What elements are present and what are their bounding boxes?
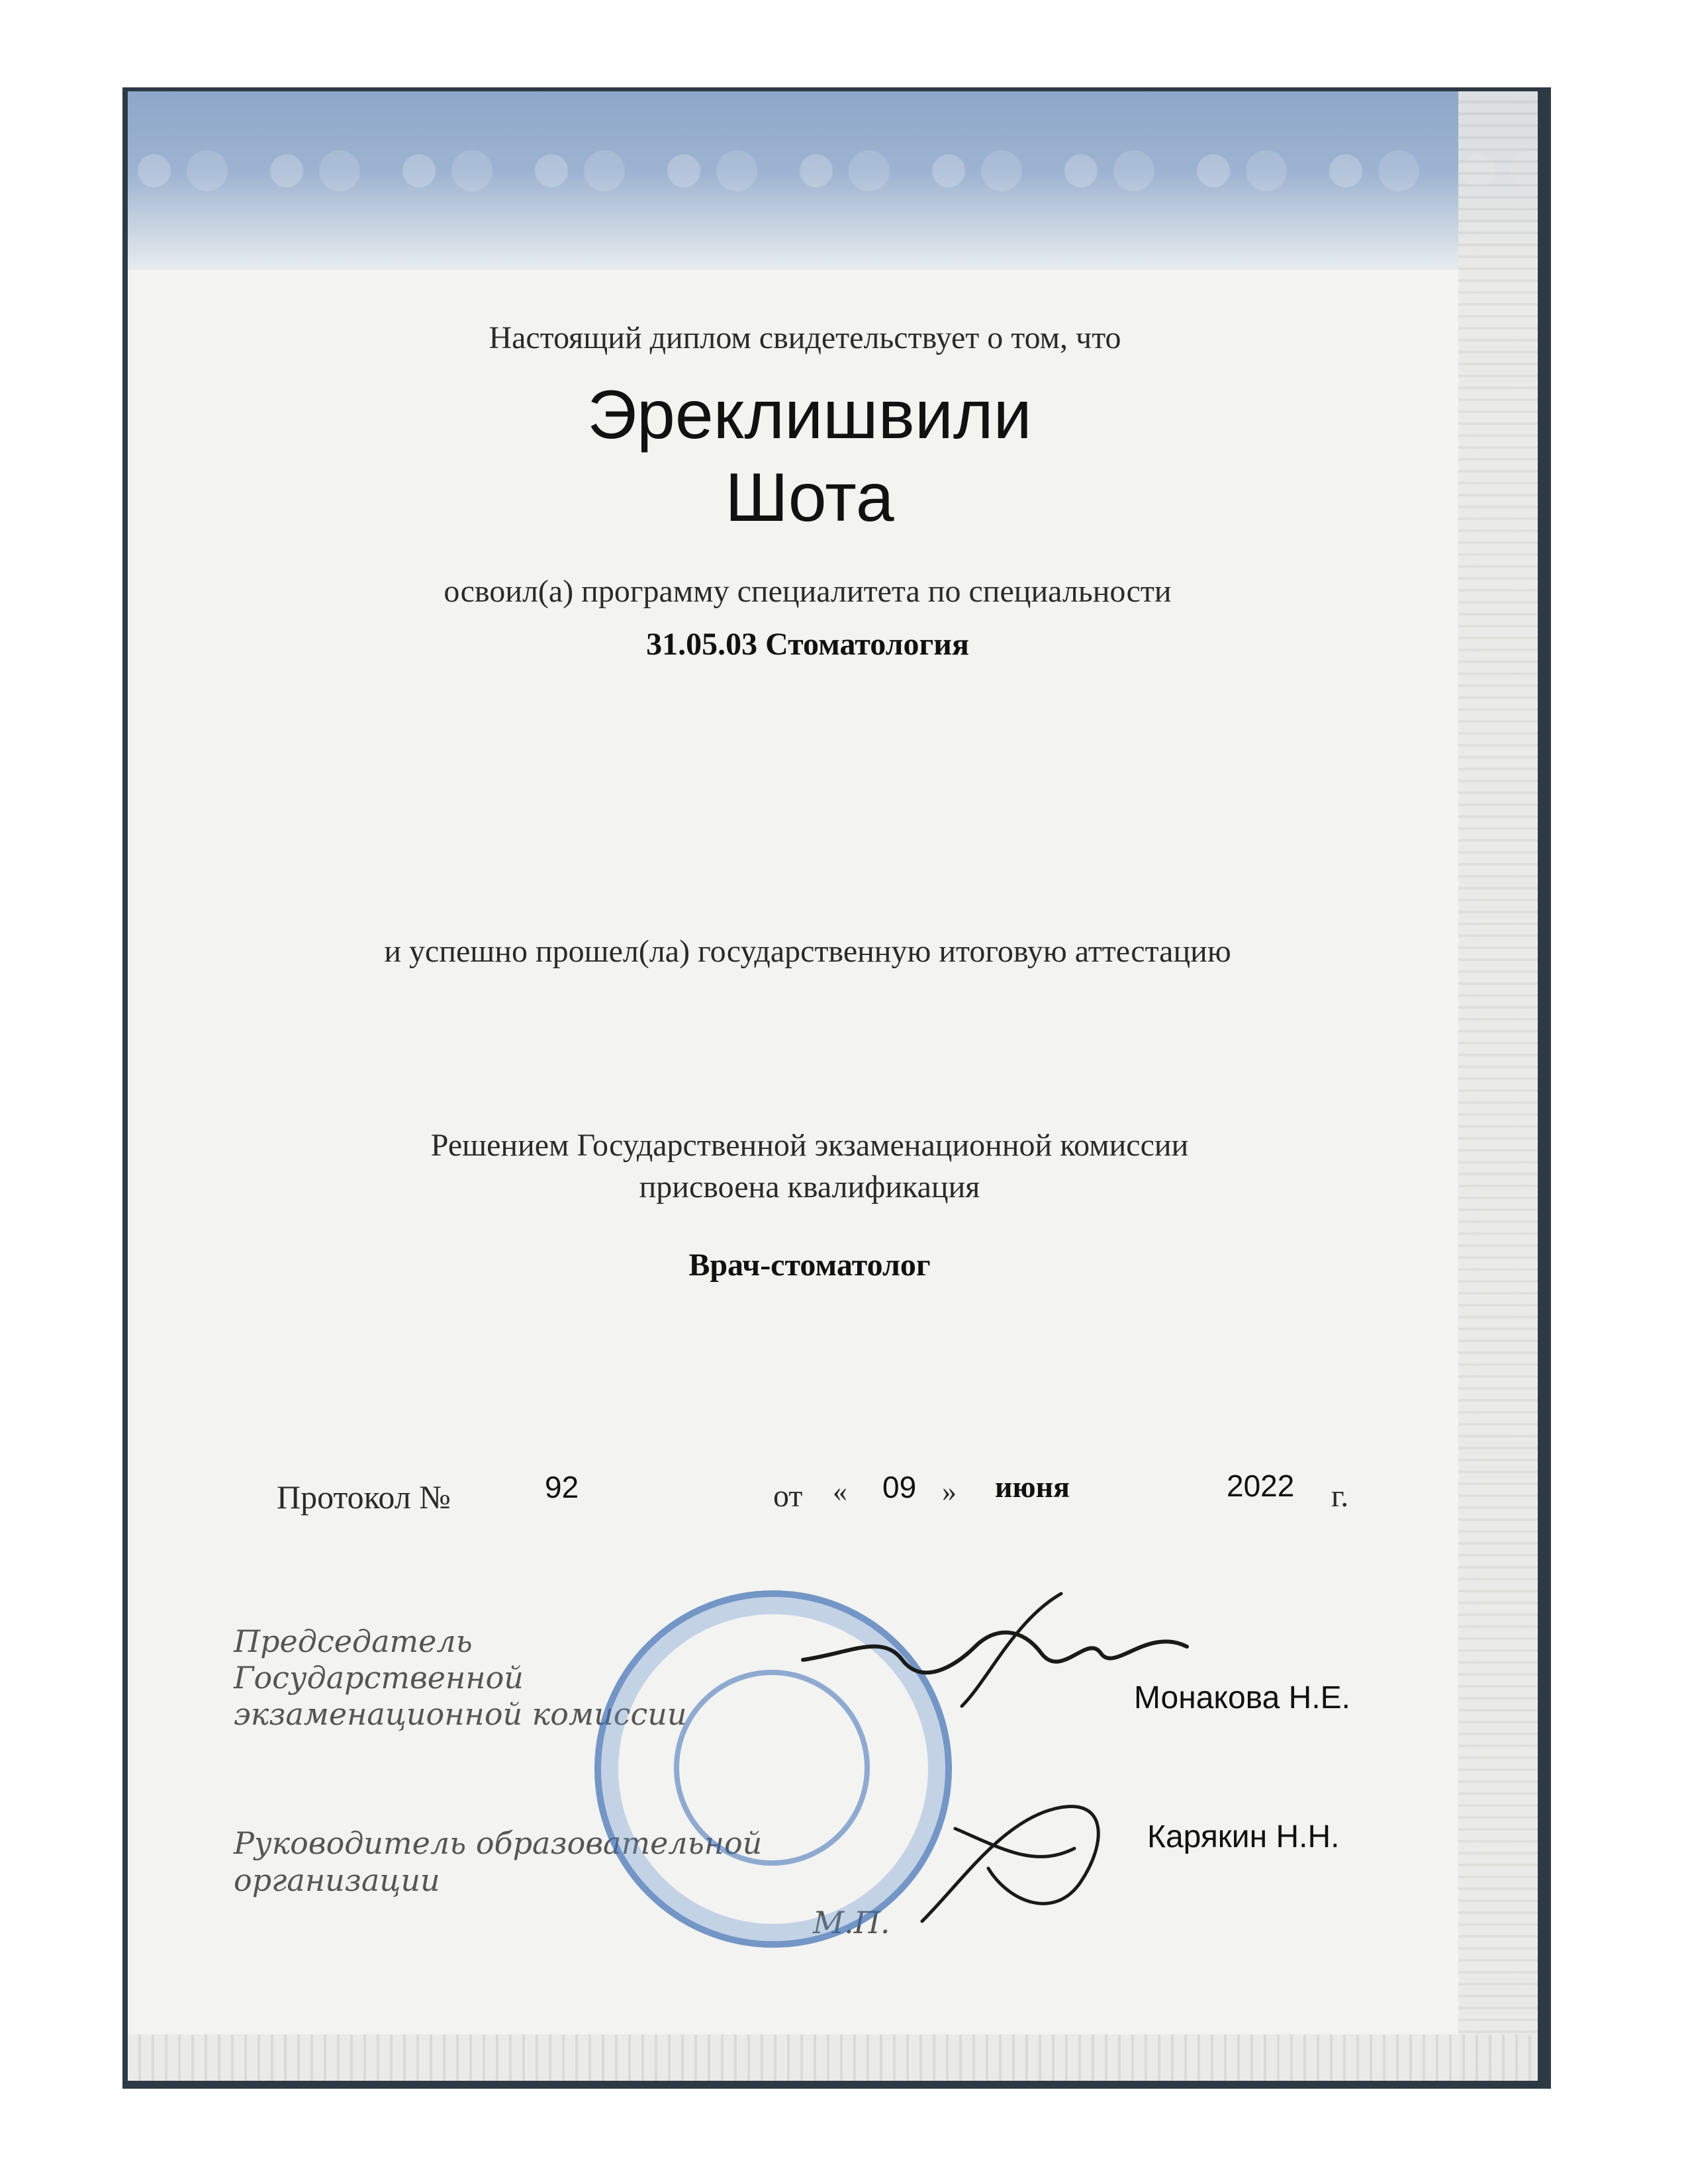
protocol-from: от — [773, 1479, 803, 1514]
security-strip — [1458, 91, 1538, 2081]
head-title-2: организации — [234, 1862, 440, 1898]
protocol-day: 09 — [882, 1470, 917, 1504]
chair-name: Монакова Н.Е. — [1134, 1680, 1350, 1715]
intro-text: Настоящий диплом свидетельствует о том, что — [489, 320, 1121, 355]
chair-title-2: Государственной — [234, 1660, 524, 1696]
chair-signature — [790, 1554, 1200, 1739]
given-name: Шота — [725, 459, 894, 536]
decision-line-1: Решением Государственной экзаменационной комиссии — [430, 1128, 1189, 1163]
surname: Эреклишвили — [587, 377, 1032, 453]
chair-title-3: экзаменационной комиссии — [234, 1696, 687, 1732]
protocol-month: июня — [995, 1470, 1070, 1504]
protocol-close-quote: » — [942, 1475, 957, 1508]
qualification: Врач-стоматолог — [688, 1248, 931, 1283]
program-line: освоил(а) программу специалитета по специальности — [444, 574, 1172, 609]
specialty: 31.05.03 Стоматология — [646, 627, 969, 662]
protocol-open-quote: « — [833, 1475, 847, 1508]
protocol-year-suffix: г. — [1331, 1479, 1349, 1514]
head-title-1: Руководитель образовательной — [234, 1825, 763, 1861]
chair-title-1: Председатель — [234, 1623, 473, 1659]
diploma-page — [128, 91, 1538, 2081]
attestation-text: и успешно прошел(ла) государственную итоговую аттестацию — [384, 934, 1231, 969]
head-signature — [909, 1769, 1147, 1941]
banner-pattern — [128, 91, 1538, 270]
protocol-label: Протокол № — [277, 1479, 451, 1516]
head-name: Карякин Н.Н. — [1147, 1819, 1340, 1854]
protocol-number: 92 — [545, 1470, 579, 1504]
decision-line-2: присвоена квалификация — [639, 1169, 980, 1205]
bottom-security-strip — [128, 2034, 1538, 2081]
seal-label: М.П. — [813, 1905, 890, 1940]
protocol-year: 2022 — [1227, 1469, 1295, 1503]
